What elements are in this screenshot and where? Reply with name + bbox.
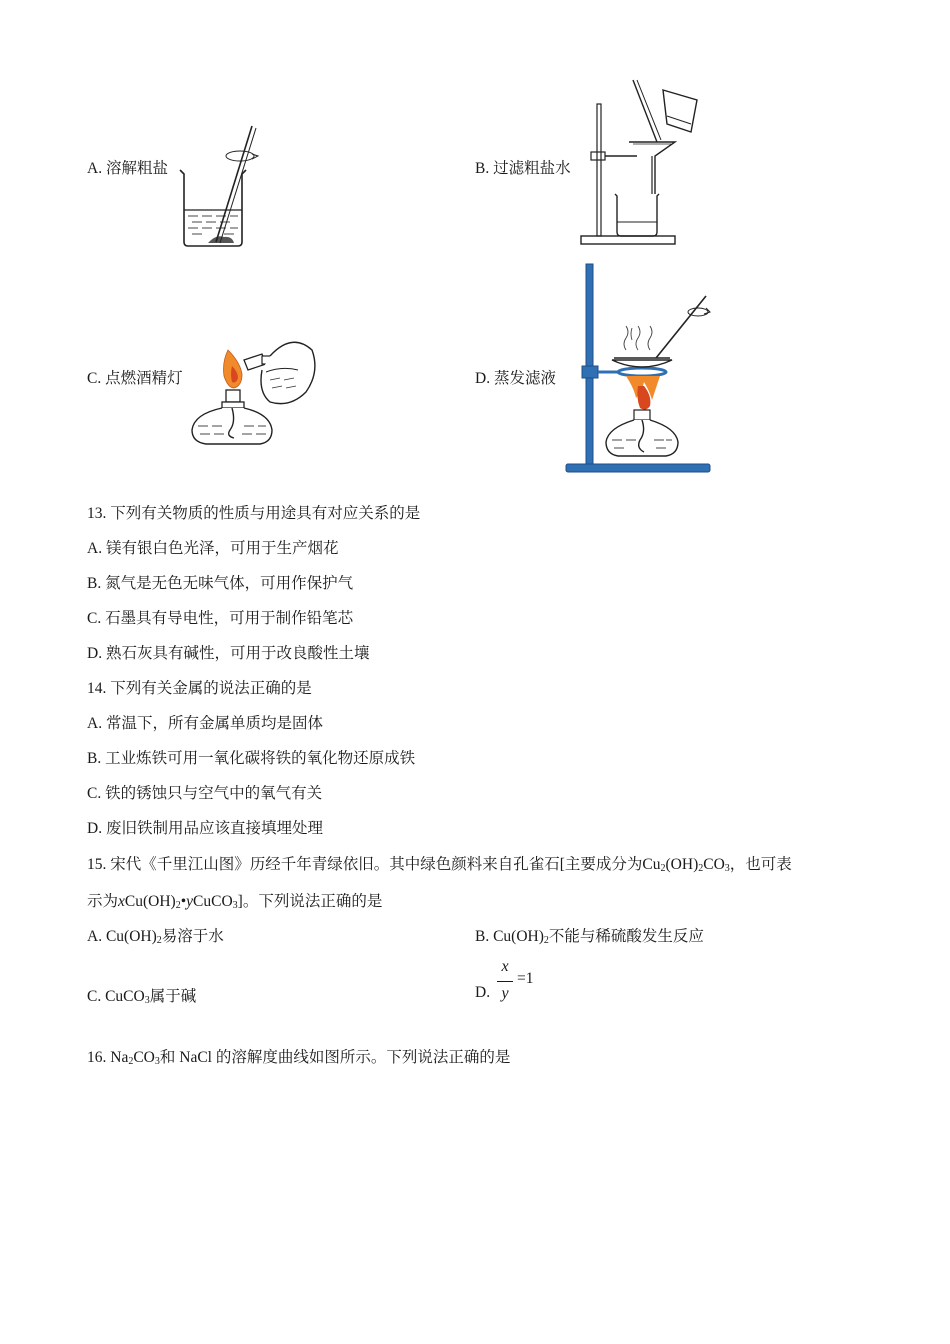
q13-option-c: C. 石墨具有导电性，可用于制作铅笔芯 [87,610,354,627]
beaker-stirring-illustration [172,122,262,252]
q15-stem-line1: 15. 宋代《千里江山图》历经千年青绿依旧。其中绿色颜料来自孔雀石[主要成分为$Cu_2(OH)_2CO_3$，也可表 [87,856,792,874]
q15-option-b: B. $Cu(OH)_2$不能与稀硫酸发生反应 [475,928,704,946]
q13-stem: 13. 下列有关物质的性质与用途具有对应关系的是 [87,505,421,522]
option-c-label: C. 点燃酒精灯 [87,370,183,387]
q15-option-a: A. $Cu(OH)_2$易溶于水 [87,928,224,946]
option-d-label: D. 蒸发滤液 [475,370,556,387]
q14-option-d: D. 废旧铁制用品应该直接填埋处理 [87,820,323,837]
option-a-label: A. 溶解粗盐 [87,160,168,177]
fraction-equals: =1 [517,970,534,987]
q15-stem-line2: 示为$xCu(OH)_2•yCuCO_3$]。下列说法正确的是 [87,893,383,911]
evaporation-setup-illustration [560,262,720,476]
filtration-setup-illustration [575,76,705,248]
fraction-bar [497,981,513,982]
q13-option-a: A. 镁有银白色光泽，可用于生产烟花 [87,540,339,557]
q15-option-c: C. CuCO$_3$属于碱 [87,988,197,1006]
q14-stem: 14. 下列有关金属的说法正确的是 [87,680,312,697]
q16-stem: 16. $Na_2CO_3$和 NaCl 的溶解度曲线如图所示。下列说法正确的是 [87,1049,511,1067]
alcohol-lamp-lighting-illustration [186,330,326,448]
q13-option-d: D. 熟石灰具有碱性，可用于改良酸性土壤 [87,645,370,662]
q14-option-c: C. 铁的锈蚀只与空气中的氧气有关 [87,785,323,802]
q14-option-a: A. 常温下，所有金属单质均是固体 [87,715,323,732]
option-b-label: B. 过滤粗盐水 [475,160,571,177]
fraction-denominator: y [501,985,509,1002]
q14-option-b: B. 工业炼铁可用一氧化碳将铁的氧化物还原成铁 [87,750,416,767]
q15-option-d-label: D. [475,984,491,1001]
fraction-numerator: x [501,958,509,975]
q13-option-b: B. 氮气是无色无味气体，可用作保护气 [87,575,354,592]
